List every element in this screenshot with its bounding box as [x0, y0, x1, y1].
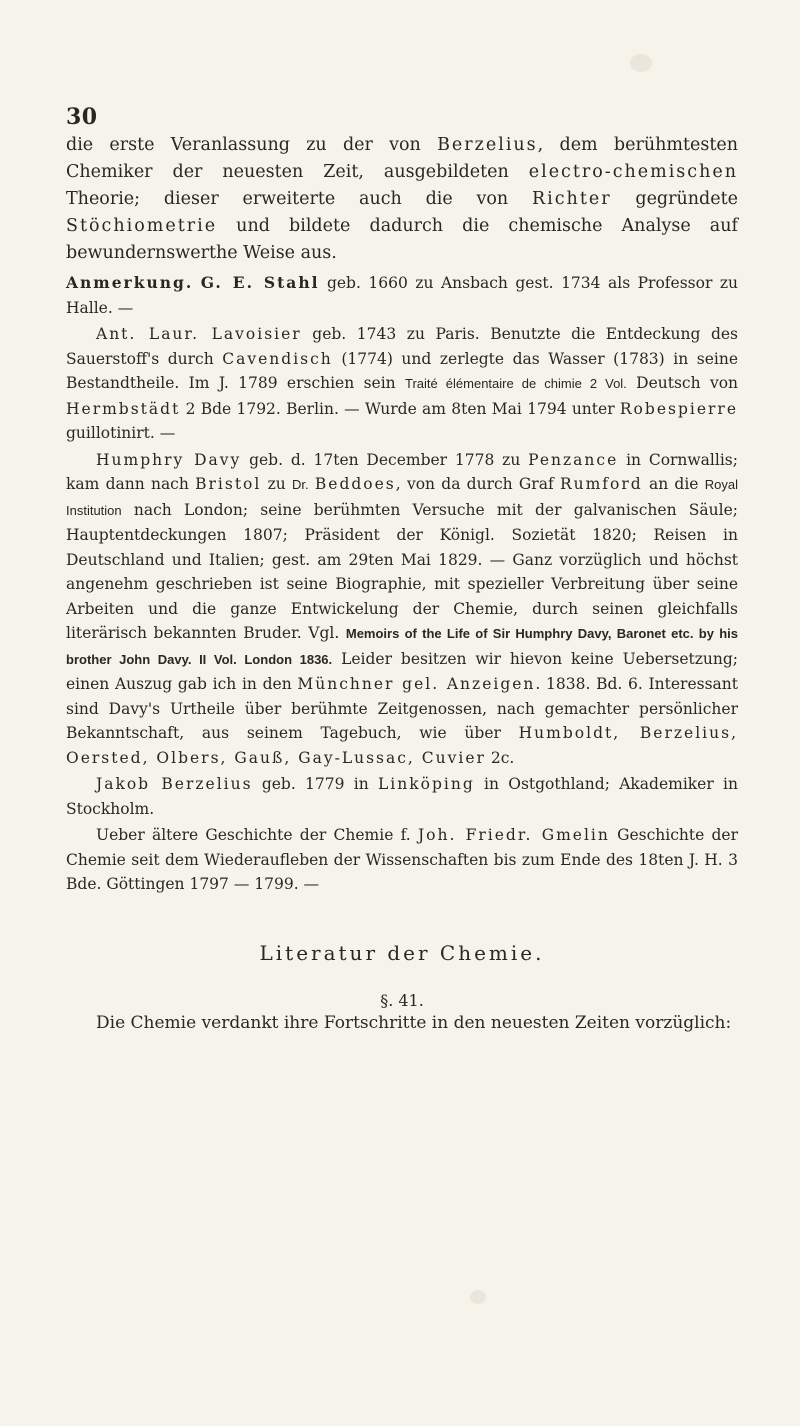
note-text: zu: [261, 475, 292, 493]
notes-block: [66, 271, 738, 897]
lavoisier-name: Ant. Laur. Lavoisier: [96, 325, 302, 343]
note-text: geb. d. 17ten December 1778 zu: [241, 450, 529, 469]
intro-text: gegründete: [611, 189, 738, 209]
note-stahl: [66, 271, 738, 320]
note-text: Deutsch von: [626, 374, 739, 392]
closing-paragraph: Die Chemie verdankt ihre Fortschritte in den neuesten Zeiten vorzüglich:: [96, 1012, 732, 1033]
traite-title: Traité élémentaire de chimie 2 Vol.: [405, 376, 627, 391]
intro-paragraph: [66, 132, 738, 267]
page-body: [66, 132, 738, 1036]
penzance-place: Penzance: [528, 450, 619, 469]
note-davy: [66, 448, 738, 771]
note-lavoisier: [66, 322, 738, 446]
intro-text: , dem berühmtesten Chemiker der neuesten Zeit, ausgebildeten: [66, 135, 738, 182]
note-text: in Cornwallis; kam dann nach: [66, 450, 738, 493]
note-text: an die: [642, 475, 705, 493]
muenchner-anzeigen: Münchner gel. Anzeigen: [297, 675, 536, 693]
note-text: nach London; seine berühmten Versuche mit der galvanischen Säule; Hauptentdeckungen 1807; Präsident der Königl. Sozietät 1820; Reisen in Deutschland und Italien; gest. am 29ten Mai 1829. — Ganz vorzüglich und höchst angenehm geschrieben ist seine Biographie, mit spezieller Verbreitung über seine Arbeiten und die ganze Entwickelung der Chemie, durch seinen gleichfalls literärisch bekannten Bruder. Vgl.: [66, 500, 738, 642]
note-text: Leider besitzen wir hievon keine Uebersetzung; einen Auszug gab ich in den: [66, 649, 738, 693]
electro-chemical-term: electro-chemischen: [528, 162, 738, 182]
note-text: in Ostgothland; Akademiker in Stockholm.: [66, 775, 738, 818]
note-text: 2c.: [485, 748, 515, 767]
section-number: §. 41.: [380, 990, 424, 1010]
note-berzelius: [66, 772, 738, 821]
note-text: geb. 1660 zu Ansbach gest. 1734 als Professor zu Halle. —: [66, 274, 738, 317]
note-text: , von da durch Graf: [395, 475, 560, 493]
berzelius-full-name: Jakob Berzelius: [96, 775, 253, 793]
note-text: geb. 1779 in: [252, 775, 378, 793]
note-text: 2 Bde 1792. Berlin. — Wurde am 8ten Mai 1794 unter: [180, 399, 620, 418]
beddoes-name: Beddoes: [314, 475, 396, 493]
intro-text: Theorie; dieser erweiterte auch die von: [66, 189, 532, 209]
contemporaries-list: Humboldt, Berzelius, Oersted, Olbers, Gauß, Gay-Lussac, Cuvier: [66, 724, 738, 767]
robespierre-name: Robespierre: [619, 399, 738, 418]
gmelin-name: Joh. Friedr. Gmelin: [417, 826, 610, 844]
section-heading: Literatur der Chemie.: [259, 940, 545, 965]
cavendish-name: Cavendisch: [222, 349, 333, 368]
bristol-place: Bristol: [195, 475, 262, 493]
intro-text: die erste Veranlassung zu der von: [66, 135, 438, 155]
stahl-name: G. E. Stahl: [200, 273, 320, 292]
memoirs-title: Memoirs of the Life of Sir Humphry Davy, Baronet etc. by his brother John Davy. II Vol. London 1836.: [66, 626, 738, 667]
note-text: (1774) und zerlegte das Wasser (1783) in seine Bestandtheile. Im J. 1789 erschien sein: [66, 349, 739, 392]
davy-name: Humphry Davy: [96, 450, 242, 469]
stoichiometry-term: Stöchiometrie: [66, 216, 218, 236]
berzelius-name: Berzelius: [437, 135, 538, 155]
rumford-name: Rumford: [559, 475, 643, 493]
intro-text: und bildete dadurch die chemische Analyse auf bewundernswerthe Weise aus.: [66, 216, 738, 263]
note-text: Ueber ältere Geschichte der Chemie f.: [96, 826, 418, 844]
note-text: . 1838. Bd. 6. Interessant sind Davy's Urtheile über berühmte Zeitgenossen, nach gemachter persönlicher Bekanntschaft, aus seinem Tagebuch, wie über: [66, 675, 738, 742]
note-text: Geschichte der Chemie seit dem Wiederaufleben der Wissenschaften bis zum Ende des 18ten J. H. 3 Bde. Göttingen 1797 — 1799. —: [66, 826, 738, 893]
richter-name: Richter: [531, 189, 612, 209]
paper-spot: [630, 54, 652, 72]
dr-abbrev: Dr.: [292, 477, 309, 492]
note-text: guillotinirt. —: [66, 424, 176, 442]
paper-spot: [470, 1290, 486, 1304]
note-text: geb. 1743 zu Paris. Benutzte die Entdeckung des Sauerstoff's durch: [66, 325, 739, 368]
note-label: Anmerkung.: [66, 273, 194, 292]
linkoeping-place: Linköping: [378, 775, 475, 793]
royal-institution: Royal Institution: [66, 477, 738, 518]
page-number: 30: [66, 104, 98, 130]
note-gmelin: [66, 823, 738, 897]
hermbstaedt-name: Hermbstädt: [66, 399, 181, 418]
